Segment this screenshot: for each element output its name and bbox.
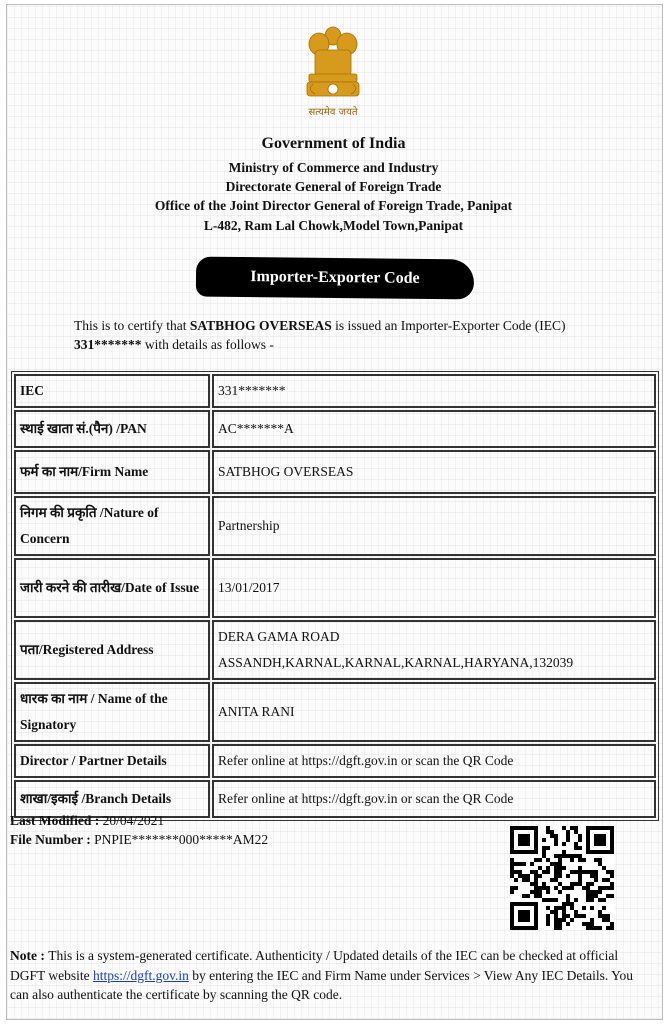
note-label: Note : bbox=[10, 948, 49, 963]
row-value: Refer online at https://dgft.gov.in or scan the QR Code bbox=[212, 744, 656, 778]
certificate-note bbox=[10, 946, 655, 1005]
row-value: AC*******A bbox=[212, 410, 656, 448]
file-number bbox=[10, 830, 268, 849]
government-title: Government of India bbox=[261, 135, 406, 152]
certify-iec: 331******* bbox=[74, 337, 142, 352]
row-value bbox=[212, 620, 656, 680]
details-table bbox=[11, 371, 659, 821]
row-value: ANITA RANI bbox=[212, 682, 656, 742]
last-modified bbox=[10, 811, 268, 830]
directorate-name: Directorate General of Foreign Trade bbox=[225, 179, 442, 194]
table-row bbox=[14, 410, 656, 448]
file-number-value: PNPIE*******000*****AM22 bbox=[94, 832, 269, 847]
banner-title: Importer-Exporter Code bbox=[250, 268, 420, 287]
ministry-name: Ministry of Commerce and Industry bbox=[228, 160, 439, 175]
row-label: फर्म का नाम/Firm Name bbox=[14, 450, 210, 494]
row-label: निगम की प्रकृति /Nature of Concern bbox=[14, 496, 210, 556]
ashoka-emblem-icon bbox=[295, 22, 371, 122]
table-row bbox=[14, 744, 656, 778]
row-label: जारी करने की तारीख/Date of Issue bbox=[14, 558, 210, 618]
row-label: Director / Partner Details bbox=[14, 744, 210, 778]
table-row bbox=[14, 374, 656, 408]
row-label: स्थाई खाता सं.(पैन) /PAN bbox=[14, 410, 210, 448]
dgft-website-link[interactable]: https://dgft.gov.in bbox=[93, 967, 189, 983]
address-line-2: ASSANDH,KARNAL,KARNAL,KARNAL,HARYANA,132039 bbox=[218, 655, 574, 670]
row-label: पता/Registered Address bbox=[14, 620, 210, 680]
row-value: 13/01/2017 bbox=[212, 558, 656, 618]
table-row bbox=[14, 558, 656, 618]
row-value: SATBHOG OVERSEAS bbox=[212, 450, 656, 494]
certify-statement bbox=[74, 316, 594, 354]
table-row bbox=[14, 496, 656, 556]
emblem-motto: सत्यमेव जयते bbox=[308, 107, 358, 118]
certify-suffix: with details as follows - bbox=[141, 337, 274, 352]
certify-middle: is issued an Importer-Exporter Code (IEC) bbox=[331, 318, 566, 333]
row-label: IEC bbox=[14, 374, 210, 408]
certificate-banner bbox=[196, 257, 474, 300]
row-label: शाखा/इकाई /Branch Details bbox=[14, 780, 210, 818]
row-label: धारक का नाम / Name of the Signatory bbox=[14, 682, 210, 742]
last-modified-label: Last Modified : bbox=[10, 813, 103, 828]
row-value: Partnership bbox=[212, 496, 656, 556]
certificate-meta bbox=[10, 811, 268, 849]
certify-firm: SATBHOG OVERSEAS bbox=[189, 318, 332, 333]
table-row bbox=[14, 450, 656, 494]
address-line-1: DERA GAMA ROAD bbox=[218, 629, 340, 644]
qr-code-icon bbox=[510, 826, 614, 930]
file-number-label: File Number : bbox=[10, 832, 95, 847]
note-text-2: by entering the IEC and Firm Name under Services > View Any IEC Details. You can also authenticate the certificate by scanning the QR code. bbox=[10, 967, 633, 1002]
table-row bbox=[14, 682, 656, 742]
office-address: L-482, Ram Lal Chowk,Model Town,Panipat bbox=[203, 218, 464, 233]
row-value: 331******* bbox=[212, 374, 656, 408]
office-name: Office of the Joint Director General of Foreign Trade, Panipat bbox=[154, 198, 513, 213]
certify-prefix: This is to certify that bbox=[74, 318, 190, 333]
table-row bbox=[14, 620, 656, 680]
row-value: Refer online at https://dgft.gov.in or scan the QR Code bbox=[212, 780, 656, 818]
last-modified-value: 20/04/2021 bbox=[102, 813, 165, 828]
note-text-1: This is a system-generated certificate. Authenticity / Updated details of the IEC can be checked at official DGFT website bbox=[10, 948, 619, 983]
